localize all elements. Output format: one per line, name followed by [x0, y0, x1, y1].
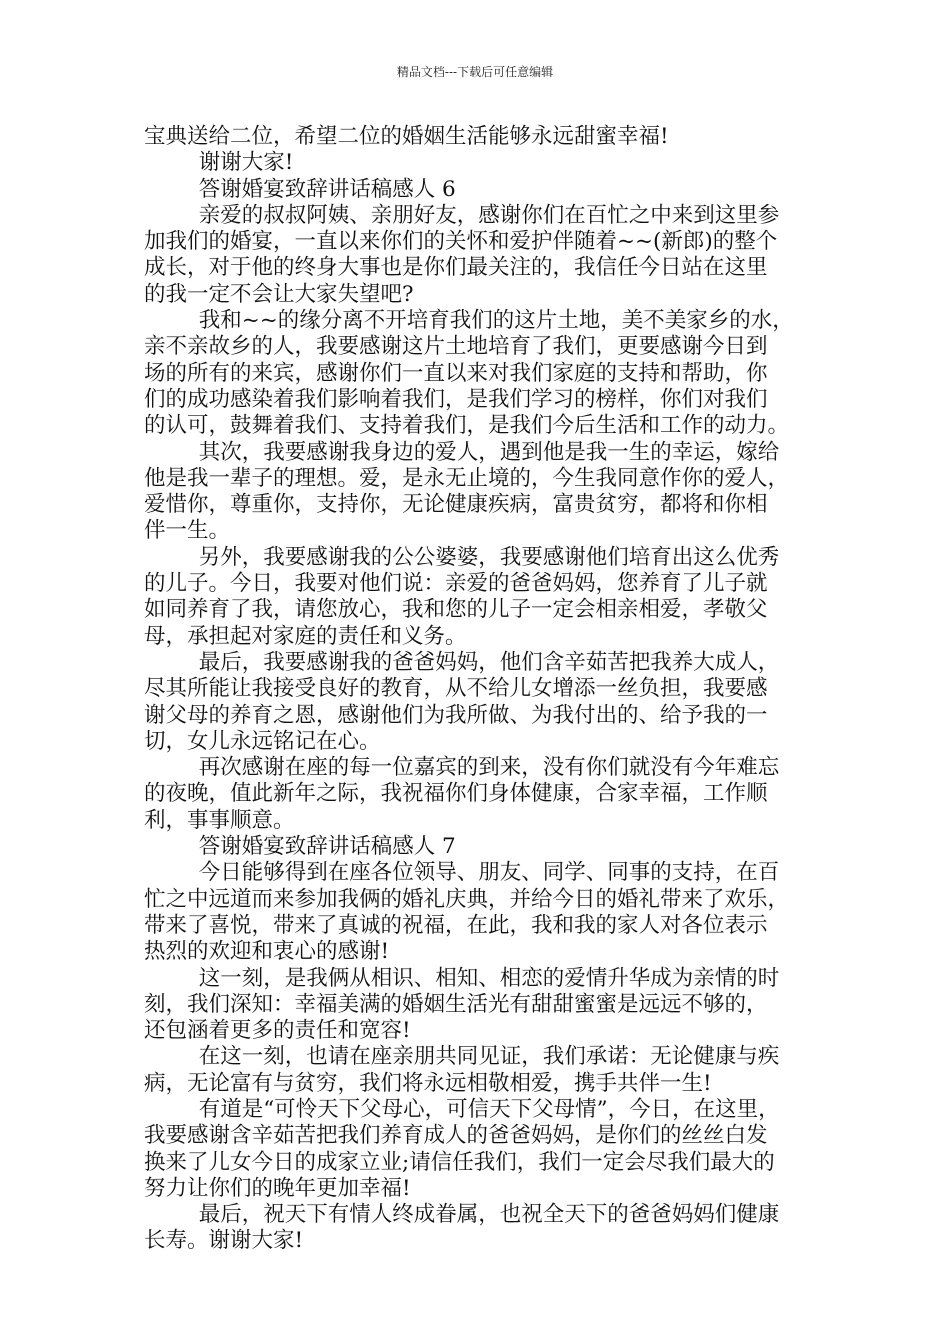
text-line: 最后，我要感谢我的爸爸妈妈，他们含辛茹苦把我养大成人， [144, 649, 780, 675]
text-line: 带来了喜悦，带来了真诚的祝福，在此，我和我的家人对各位表示 [144, 912, 768, 938]
text-line: 爱惜你，尊重你，支持你，无论健康疾病，富贵贫穷，都将和你相 [144, 492, 768, 518]
text-line: 长寿。谢谢大家! [144, 1228, 304, 1254]
text-line: 在这一刻，也请在座亲朋共同见证，我们承诺：无论健康与疾 [144, 1044, 780, 1070]
text-line: 宝典送给二位，希望二位的婚姻生活能够永远甜蜜幸福! [144, 124, 669, 149]
text-line: 我和~~的缘分离不开培育我们的这片土地，美不美家乡的水， [144, 308, 794, 334]
text-line: 加我们的婚宴，一直以来你们的关怀和爱护伴随着~~(新郎)的整个 [144, 229, 778, 255]
page-header: 精品文档---下载后可任意编辑 [396, 65, 554, 79]
text-line: 答谢婚宴致辞讲话稿感人 7 [144, 834, 456, 860]
text-line: 最后，祝天下有情人终成眷属，也祝全天下的爸爸妈妈们健康 [144, 1202, 780, 1228]
text-line: 的儿子。今日，我要对他们说：亲爱的爸爸妈妈，您养育了儿子就 [144, 571, 768, 597]
text-line: 忙之中远道而来参加我俩的婚礼庆典，并给今日的婚礼带来了欢乐， [144, 886, 790, 912]
text-line: 亲不亲故乡的人，我要感谢这片土地培育了我们，更要感谢今日到 [144, 334, 768, 360]
text-line: 尽其所能让我接受良好的教育，从不给儿女增添一丝负担，我要感 [144, 676, 768, 702]
text-line: 切，女儿永远铭记在心。 [144, 728, 381, 754]
text-line: 谢父母的养育之恩，感谢他们为我所做、为我付出的、给予我的一 [144, 702, 768, 728]
text-line: 今日能够得到在座各位领导、朋友、同学、同事的支持，在百 [144, 860, 780, 886]
text-line: 成长，对于他的终身大事也是你们最关注的，我信任今日站在这里 [144, 255, 768, 281]
text-line: 病，无论富有与贫穷，我们将永远相敬相爱，携手共伴一生! [144, 1070, 712, 1096]
text-line: 利，事事顺意。 [144, 807, 295, 833]
text-line: 他是我一辈子的理想。爱，是永无止境的，今生我同意作你的爱人， [144, 465, 790, 491]
text-line: 再次感谢在座的每一位嘉宾的到来，没有你们就没有今年难忘 [144, 755, 780, 781]
text-line: 答谢婚宴致辞讲话稿感人 6 [144, 176, 456, 202]
text-line: 有道是“可怜天下父母心，可信天下父母情”，今日，在这里， [144, 1096, 780, 1122]
text-line: 换来了儿女今日的成家立业;请信任我们，我们一定会尽我们最大的 [144, 1149, 775, 1175]
text-line: 们的成功感染着我们影响着我们，是我们学习的榜样，你们对我们 [144, 386, 768, 412]
text-line: 的认可，鼓舞着我们、支持着我们，是我们今后生活和工作的动力。 [144, 413, 790, 439]
text-line: 另外，我要感谢我的公公婆婆，我要感谢他们培育出这么优秀 [144, 544, 780, 570]
text-line: 这一刻，是我俩从相识、相知、相恋的爱情升华成为亲情的时 [144, 965, 780, 991]
text-line: 其次，我要感谢我身边的爱人，遇到他是我一生的幸运，嫁给 [144, 439, 780, 465]
text-line: 母，承担起对家庭的责任和义务。 [144, 623, 467, 649]
text-line: 如同养育了我，请您放心，我和您的儿子一定会相亲相爱，孝敬父 [144, 597, 768, 623]
document-body [144, 124, 814, 1255]
text-line: 亲爱的叔叔阿姨、亲朋好友，感谢你们在百忙之中来到这里参 [144, 202, 780, 228]
text-line: 努力让你们的晚年更加幸福! [144, 1175, 411, 1201]
text-line: 还包涵着更多的责任和宽容! [144, 1018, 411, 1044]
text-line: 的夜晚，值此新年之际，我祝福你们身体健康，合家幸福，工作顺 [144, 781, 768, 807]
text-line: 谢谢大家! [144, 150, 294, 176]
text-line: 伴一生。 [144, 518, 231, 544]
text-line: 热烈的欢迎和衷心的感谢! [144, 939, 390, 965]
text-line: 场的所有的来宾，感谢你们一直以来对我们家庭的支持和帮助，你 [144, 360, 768, 386]
text-line: 的我一定不会让大家失望吧? [144, 281, 414, 307]
text-line: 刻，我们深知：幸福美满的婚姻生活光有甜甜蜜蜜是远远不够的， [144, 991, 768, 1017]
text-line: 我要感谢含辛茹苦把我们养育成人的爸爸妈妈，是你们的丝丝白发 [144, 1123, 768, 1149]
